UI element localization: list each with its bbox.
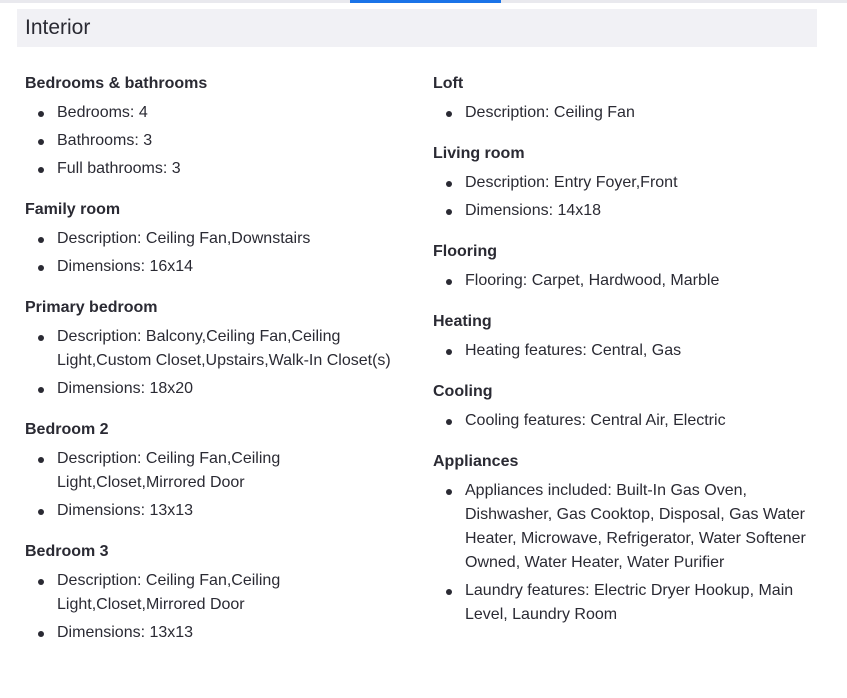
item-list xyxy=(25,569,410,645)
group-title: Heating xyxy=(433,313,492,330)
list-item: Heating features: Central, Gas xyxy=(433,339,818,363)
list-item: Flooring: Carpet, Hardwood, Marble xyxy=(433,269,818,293)
list-item: Description: Ceiling Fan,Ceiling Light,Closet,Mirrored Door xyxy=(25,569,410,617)
item-list xyxy=(25,227,410,279)
group-living-room xyxy=(433,143,818,223)
group-title: Loft xyxy=(433,75,464,92)
active-tab-indicator xyxy=(350,0,501,3)
list-item: Description: Ceiling Fan,Downstairs xyxy=(25,227,410,251)
group-title: Flooring xyxy=(433,243,497,260)
item-list xyxy=(433,339,818,363)
group-cooling xyxy=(433,381,818,433)
group-title: Cooling xyxy=(433,383,493,400)
list-item: Dimensions: 18x20 xyxy=(25,377,410,401)
list-item: Bathrooms: 3 xyxy=(25,129,410,153)
list-item: Description: Balcony,Ceiling Fan,Ceiling Light,Custom Closet,Upstairs,Walk-In Closet(s) xyxy=(25,325,410,373)
group-family-room xyxy=(25,199,410,279)
list-item: Laundry features: Electric Dryer Hookup, Main Level, Laundry Room xyxy=(433,579,818,627)
list-item: Appliances included: Built-In Gas Oven, Dishwasher, Gas Cooktop, Disposal, Gas Water Heater, Microwave, Refrigerator, Water Softener Owned, Water Heater, Water Purifier xyxy=(433,479,818,575)
item-list xyxy=(25,325,410,401)
list-item: Cooling features: Central Air, Electric xyxy=(433,409,818,433)
top-tab-bar xyxy=(0,0,847,3)
item-list xyxy=(433,269,818,293)
group-title: Primary bedroom xyxy=(25,299,158,316)
left-column xyxy=(25,73,410,663)
group-title: Living room xyxy=(433,145,525,162)
list-item: Description: Entry Foyer,Front xyxy=(433,171,818,195)
group-appliances xyxy=(433,451,818,627)
item-list xyxy=(433,171,818,223)
group-title: Bedroom 3 xyxy=(25,543,109,560)
group-bedrooms-bathrooms xyxy=(25,73,410,181)
item-list xyxy=(433,479,818,627)
section-header xyxy=(17,9,817,47)
list-item: Dimensions: 13x13 xyxy=(25,621,410,645)
section-title: Interior xyxy=(25,16,91,39)
group-title: Appliances xyxy=(433,453,519,470)
list-item: Bedrooms: 4 xyxy=(25,101,410,125)
right-column xyxy=(433,73,818,645)
group-bedroom-3 xyxy=(25,541,410,645)
group-heating xyxy=(433,311,818,363)
group-title: Family room xyxy=(25,201,121,218)
group-flooring xyxy=(433,241,818,293)
list-item: Dimensions: 16x14 xyxy=(25,255,410,279)
group-bedroom-2 xyxy=(25,419,410,523)
list-item: Dimensions: 14x18 xyxy=(433,199,818,223)
group-loft xyxy=(433,73,818,125)
group-title: Bedrooms & bathrooms xyxy=(25,75,208,92)
list-item: Dimensions: 13x13 xyxy=(25,499,410,523)
list-item: Description: Ceiling Fan xyxy=(433,101,818,125)
list-item: Full bathrooms: 3 xyxy=(25,157,410,181)
item-list xyxy=(25,447,410,523)
group-primary-bedroom xyxy=(25,297,410,401)
item-list xyxy=(433,409,818,433)
item-list xyxy=(433,101,818,125)
item-list xyxy=(25,101,410,181)
list-item: Description: Ceiling Fan,Ceiling Light,Closet,Mirrored Door xyxy=(25,447,410,495)
group-title: Bedroom 2 xyxy=(25,421,109,438)
